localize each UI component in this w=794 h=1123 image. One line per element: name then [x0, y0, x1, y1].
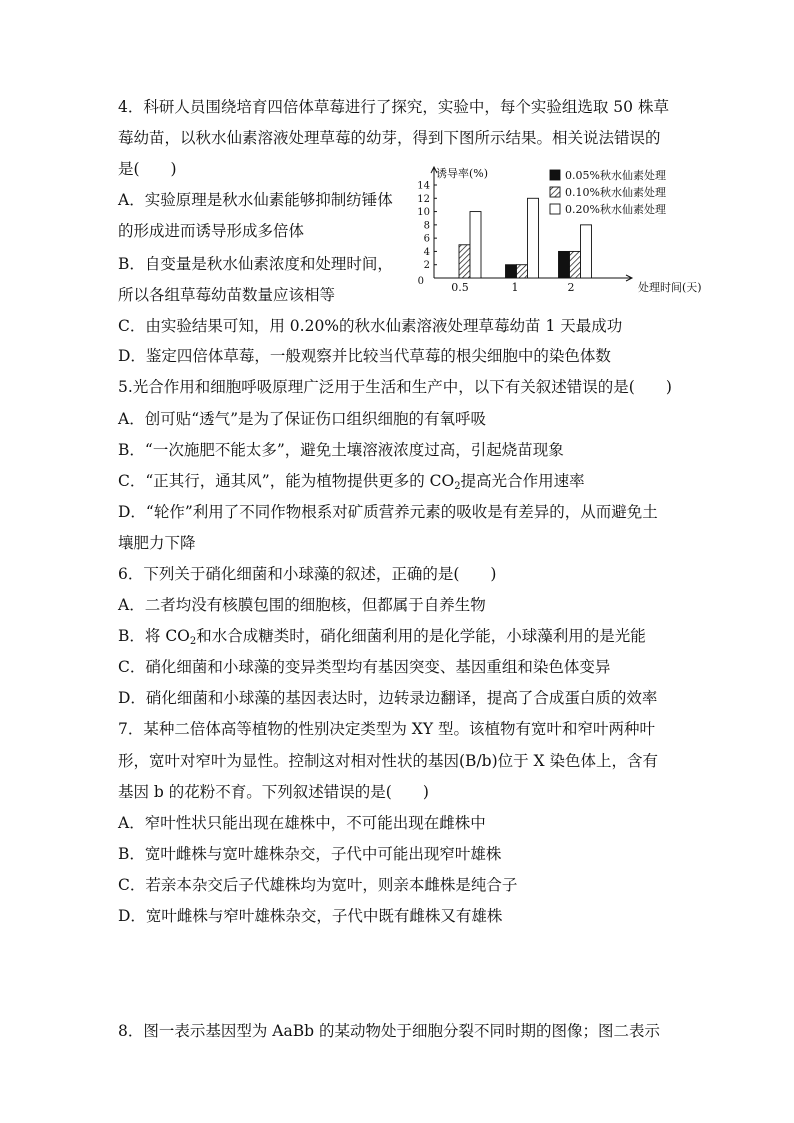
q6-option-b	[118, 626, 646, 652]
bar	[559, 251, 570, 278]
x-tick-label: 2	[567, 281, 575, 294]
q7-stem-line-3: 基因 b 的花粉不育。下列叙述错误的是( )	[118, 783, 429, 801]
y-tick-label: 4	[423, 246, 430, 258]
q6-option-d: D．硝化细菌和小球藻的基因表达时，边转录边翻译，提高了合成蛋白质的效率	[118, 689, 658, 707]
bar	[506, 265, 517, 278]
q5-option-d-line-2: 壤肥力下降	[118, 534, 196, 552]
q5-option-c-text: C．“正其行，通其风”，能为植物提供更多的 CO	[118, 472, 455, 490]
q4-option-b-line-1: B．自变量是秋水仙素浓度和处理时间，	[118, 255, 393, 273]
q4-stem-line-2: 莓幼苗，以秋水仙素溶液处理草莓的幼芽，得到下图所示结果。相关说法错误的	[118, 129, 661, 147]
bar	[517, 265, 528, 278]
y-tick-label: 2	[423, 260, 430, 272]
q6-option-c: C．硝化细菌和小球藻的变异类型均有基因突变、基因重组和染色体变异	[118, 658, 611, 676]
y-tick-label: 8	[423, 220, 430, 232]
q5-option-c-subscript: 2	[454, 481, 461, 492]
y-tick-label: 0	[417, 276, 424, 287]
q8-stem-line-1: 8．图一表示基因型为 AaBb 的某动物处于细胞分裂不同时期的图像；图二表示	[118, 1022, 660, 1040]
chart-legend	[550, 168, 666, 216]
legend-label: 0.05%秋水仙素处理	[565, 169, 666, 182]
q5-option-b: B．“一次施肥不能太多”，避免土壤溶液浓度过高，引起烧苗现象	[118, 441, 564, 459]
q6-option-b-text-end: 和水合成糖类时，硝化细菌利用的是化学能，小球藻利用的是光能	[196, 627, 646, 645]
legend-swatch	[550, 187, 560, 197]
q6-option-b-subscript: 2	[189, 636, 197, 647]
bar	[581, 225, 592, 278]
q4-option-c: C．由实验结果可知，用 0.20%的秋水仙素溶液处理草莓幼苗 1 天最成功	[118, 317, 623, 335]
q4-option-d: D．鉴定四倍体草莓，一般观察并比较当代草莓的根尖细胞中的染色体数	[118, 347, 611, 365]
q5-stem: 5.光合作用和细胞呼吸原理广泛用于生活和生产中，以下有关叙述错误的是( )	[118, 378, 672, 396]
bar	[570, 251, 581, 278]
bar	[470, 212, 481, 278]
q4-option-a-line-2: 的形成进而诱导形成多倍体	[118, 222, 305, 240]
q4-stem-line-1: 4．科研人员围绕培育四倍体草莓进行了探究，实验中，每个实验组选取 50 株草	[118, 98, 669, 116]
y-tick-label: 12	[417, 193, 430, 205]
q4-option-a-line-1: A．实验原理是秋水仙素能够抑制纺锤体	[118, 191, 393, 209]
legend-swatch	[550, 204, 560, 214]
q6-stem: 6．下列关于硝化细菌和小球藻的叙述，正确的是( )	[118, 565, 497, 583]
legend-label: 0.10%秋水仙素处理	[565, 186, 666, 199]
legend-swatch	[550, 170, 560, 180]
bar	[528, 198, 539, 278]
x-tick-label: 0.5	[451, 281, 469, 294]
q5-option-c-text-end: 提高光合作用速率	[460, 472, 585, 490]
q7-stem-line-2: 形，宽叶对窄叶为显性。控制这对相对性状的基因(B/b)位于 X 染色体上，含有	[118, 752, 659, 770]
induction-rate-bar-chart	[410, 160, 710, 300]
y-tick-label: 14	[417, 180, 430, 192]
q6-option-b-text: B．将 CO	[118, 627, 190, 645]
q7-stem-line-1: 7．某种二倍体高等植物的性别决定类型为 XY 型。该植物有宽叶和窄叶两种叶	[118, 720, 655, 738]
q4-stem-line-3: 是( )	[118, 160, 177, 178]
y-tick-label: 10	[417, 207, 430, 219]
q7-option-c: C．若亲本杂交后子代雄株均为宽叶，则亲本雌株是纯合子	[118, 876, 518, 894]
q7-option-a: A．窄叶性状只能出现在雄株中，不可能出现在雌株中	[118, 814, 486, 832]
q7-option-d: D．宽叶雌株与窄叶雄株杂交，子代中既有雌株又有雄株	[118, 907, 503, 925]
q6-option-a: A．二者均没有核膜包围的细胞核，但都属于自养生物	[118, 596, 486, 614]
q5-option-d-line-1: D．“轮作”利用了不同作物根系对矿质营养元素的吸收是有差异的，从而避免土	[118, 503, 658, 521]
chart-x-axis-label: 处理时间(天)	[638, 281, 702, 294]
q5-option-c	[118, 471, 585, 497]
q5-option-a: A．创可贴“透气”是为了保证伤口组织细胞的有氧呼吸	[118, 410, 487, 428]
y-tick-label: 6	[423, 233, 430, 245]
legend-label: 0.20%秋水仙素处理	[565, 203, 666, 216]
chart-y-axis-label: 诱导率(%)	[436, 167, 489, 180]
q7-option-b: B．宽叶雌株与宽叶雄株杂交，子代中可能出现窄叶雄株	[118, 845, 502, 863]
bar	[459, 245, 470, 278]
x-tick-label: 1	[511, 281, 519, 294]
q4-option-b-line-2: 所以各组草莓幼苗数量应该相等	[118, 286, 336, 304]
